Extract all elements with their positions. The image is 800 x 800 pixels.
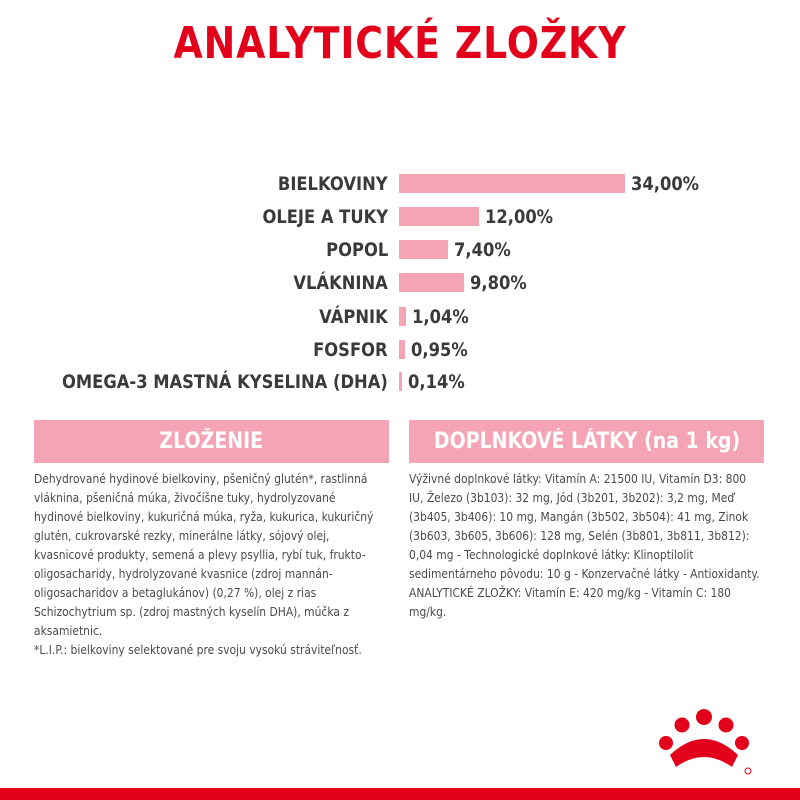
nutrient-row: [0, 302, 800, 332]
nutrient-label: BIELKOVINY: [278, 173, 388, 195]
composition-note: *L.I.P.: bielkoviny selektované pre svoju vysokú stráviteľnosť.: [34, 643, 362, 657]
additives-text: [409, 470, 764, 622]
composition-ingredients: Dehydrované hydinové bielkoviny, pšeničný glutén*, rastlinná vláknina, pšeničná múka, živočíšne tuky, hydrolyzované hydinové bielkoviny, kukuričná múka, ryža, kukurica, kukuričný glutén, cukrovarské rezky, minerálne látky, sójový olej, kvasnicové produkty, semená a plevy psyllia, rybí tuk, frukto-oligosacharidy, hydrolyzované kvasnice (zdroj mannán-oligosacharidov a betaglukánov) (0,27 %), olej z rias Schizochytrium sp. (zdroj mastných kyselín DHA), múčka z aksamietnic.: [34, 472, 374, 638]
nutrient-label: FOSFOR: [313, 339, 388, 361]
nutrient-value: 12,00%: [484, 206, 553, 228]
nutrient-value: 9,80%: [470, 272, 527, 294]
nutrient-value: 34,00%: [631, 173, 700, 195]
nutrient-bar: [399, 307, 406, 326]
nutrient-row: [0, 367, 800, 397]
additives-heading: DOPLNKOVÉ LÁTKY (na 1 kg): [409, 420, 764, 463]
additives-list: Výživné doplnkové látky: Vitamín A: 21500 IU, Vitamín D3: 800 IU, Železo (3b103): 32 mg, Jód (3b201, 3b202): 3,2 mg, Meď (3b405, 3b406): 10 mg, Mangán (3b502, 3b504): 41 mg, Zinok (3b603, 3b605, 3b606): 128 mg, Selén (3b801, 3b811, 3b812): 0,04 mg - Technologické doplnkové látky: Klinoptilolit sedimentárneho pôvodu: 10 g - Konzervačné látky - Antioxidanty.: [409, 472, 760, 581]
nutrient-row: [0, 202, 800, 232]
nutrient-row: [0, 169, 800, 199]
nutrient-bar: [399, 340, 405, 359]
nutrient-label: OLEJE A TUKY: [262, 206, 388, 228]
composition-heading: ZLOŽENIE: [34, 420, 389, 463]
nutrient-label: VÁPNIK: [319, 306, 388, 328]
nutrient-bar: [399, 174, 625, 193]
nutrient-label: POPOL: [325, 239, 388, 261]
nutrient-bar: [399, 372, 402, 391]
nutrient-row: [0, 235, 800, 265]
bottom-bar: [0, 788, 800, 800]
additives-vitamins: ANALYTICKÉ ZLOŽKY: Vitamín E: 420 mg/kg - Vitamín C: 180 mg/kg.: [409, 586, 731, 619]
nutrient-value: 0,95%: [411, 339, 469, 361]
nutrient-bar: [399, 207, 479, 226]
nutrient-bar: [399, 240, 448, 259]
page-title: ANALYTICKÉ ZLOŽKY: [173, 18, 627, 69]
nutrient-label: VLÁKNINA: [293, 272, 388, 294]
nutrient-value: 0,14%: [408, 371, 465, 393]
composition-text: [34, 470, 389, 660]
nutrient-label: OMEGA-3 MASTNÁ KYSELINA (DHA): [62, 371, 388, 393]
nutrient-value: 1,04%: [411, 306, 469, 328]
nutrient-row: [0, 268, 800, 298]
nutrient-bar: [399, 273, 464, 292]
royal-canin-crown-logo: [652, 705, 762, 785]
nutrient-row: [0, 335, 800, 365]
nutrient-value: 7,40%: [454, 239, 511, 261]
